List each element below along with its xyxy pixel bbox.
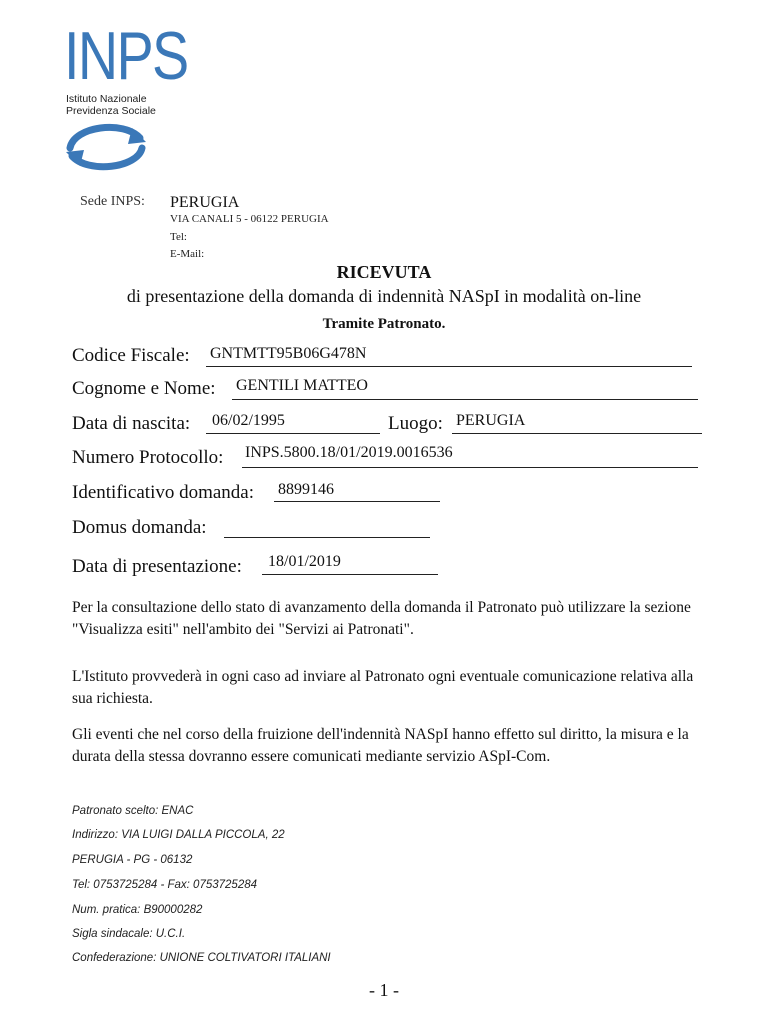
nome-underline bbox=[232, 399, 698, 400]
domus-label: Domus domanda: bbox=[72, 517, 207, 538]
patronato-tel: Tel: 0753725284 - Fax: 0753725284 bbox=[72, 879, 258, 891]
luogo-underline bbox=[452, 433, 702, 434]
document-subtitle: di presentazione della domanda di indennità NASpI in modalità on-line bbox=[126, 286, 642, 306]
sede-tel: Tel: bbox=[170, 231, 187, 243]
protocollo-underline bbox=[242, 467, 698, 468]
patronato-indirizzo: Indirizzo: VIA LUIGI DALLA PICCOLA, 22 bbox=[72, 829, 285, 841]
nascita-underline bbox=[206, 433, 380, 434]
codice-fiscale-value: GNTMTT95B06G478N bbox=[210, 345, 367, 362]
codice-fiscale-underline bbox=[206, 366, 692, 367]
inps-logo-swirl-icon bbox=[64, 118, 148, 176]
sede-email: E-Mail: bbox=[170, 248, 205, 260]
id-domanda-value: 8899146 bbox=[278, 481, 334, 498]
id-domanda-label: Identificativo domanda: bbox=[72, 482, 255, 503]
sede-address: VIA CANALI 5 - 06122 PERUGIA bbox=[170, 213, 329, 225]
nome-value: GENTILI MATTEO bbox=[236, 377, 368, 394]
domus-underline bbox=[224, 537, 430, 538]
presentazione-label: Data di presentazione: bbox=[72, 556, 242, 577]
document-title: RICEVUTA bbox=[336, 262, 432, 282]
inps-logo-acronym: INPS bbox=[64, 18, 188, 94]
presentazione-value: 18/01/2019 bbox=[268, 553, 341, 570]
channel-label: Tramite Patronato. bbox=[322, 316, 446, 332]
paragraph-comunicazione: L'Istituto provvederà in ogni caso ad inviare al Patronato ogni eventuale comunicazione relativa alla sua richiesta. bbox=[72, 668, 694, 707]
paragraph-consultazione: Per la consultazione dello stato di avanzamento della domanda il Patronato può utilizzare la sezione "Visualizza esiti" nell'ambito dei "Servizi ai Patronati". bbox=[72, 599, 691, 638]
patronato-scelto: Patronato scelto: ENAC bbox=[72, 805, 194, 817]
presentazione-underline bbox=[262, 574, 438, 575]
patronato-pratica: Num. pratica: B90000282 bbox=[72, 904, 203, 916]
protocollo-value: INPS.5800.18/01/2019.0016536 bbox=[245, 444, 453, 461]
sede-city: PERUGIA bbox=[170, 194, 240, 211]
protocollo-label: Numero Protocollo: bbox=[72, 447, 224, 468]
paragraph-eventi: Gli eventi che nel corso della fruizione dell'indennità NASpI hanno effetto sul diritto, la misura e la durata della stessa dovranno essere comunicati mediante servizio ASpI-Com. bbox=[72, 726, 689, 765]
luogo-label: Luogo: bbox=[388, 413, 443, 434]
luogo-value: PERUGIA bbox=[456, 412, 526, 429]
nascita-value: 06/02/1995 bbox=[212, 412, 285, 429]
patronato-citta: PERUGIA - PG - 06132 bbox=[72, 854, 193, 866]
nome-label: Cognome e Nome: bbox=[72, 378, 216, 399]
logo-subtitle-line1: Istituto Nazionale bbox=[66, 93, 147, 105]
patronato-sigla: Sigla sindacale: U.C.I. bbox=[72, 928, 186, 940]
patronato-confederazione: Confederazione: UNIONE COLTIVATORI ITALIANI bbox=[72, 952, 331, 964]
id-domanda-underline bbox=[274, 501, 440, 502]
nascita-label: Data di nascita: bbox=[72, 413, 191, 434]
sede-label: Sede INPS: bbox=[80, 194, 145, 209]
page-number: - 1 - bbox=[369, 980, 399, 1000]
logo-subtitle-line2: Previdenza Sociale bbox=[66, 105, 156, 117]
codice-fiscale-label: Codice Fiscale: bbox=[72, 345, 190, 366]
